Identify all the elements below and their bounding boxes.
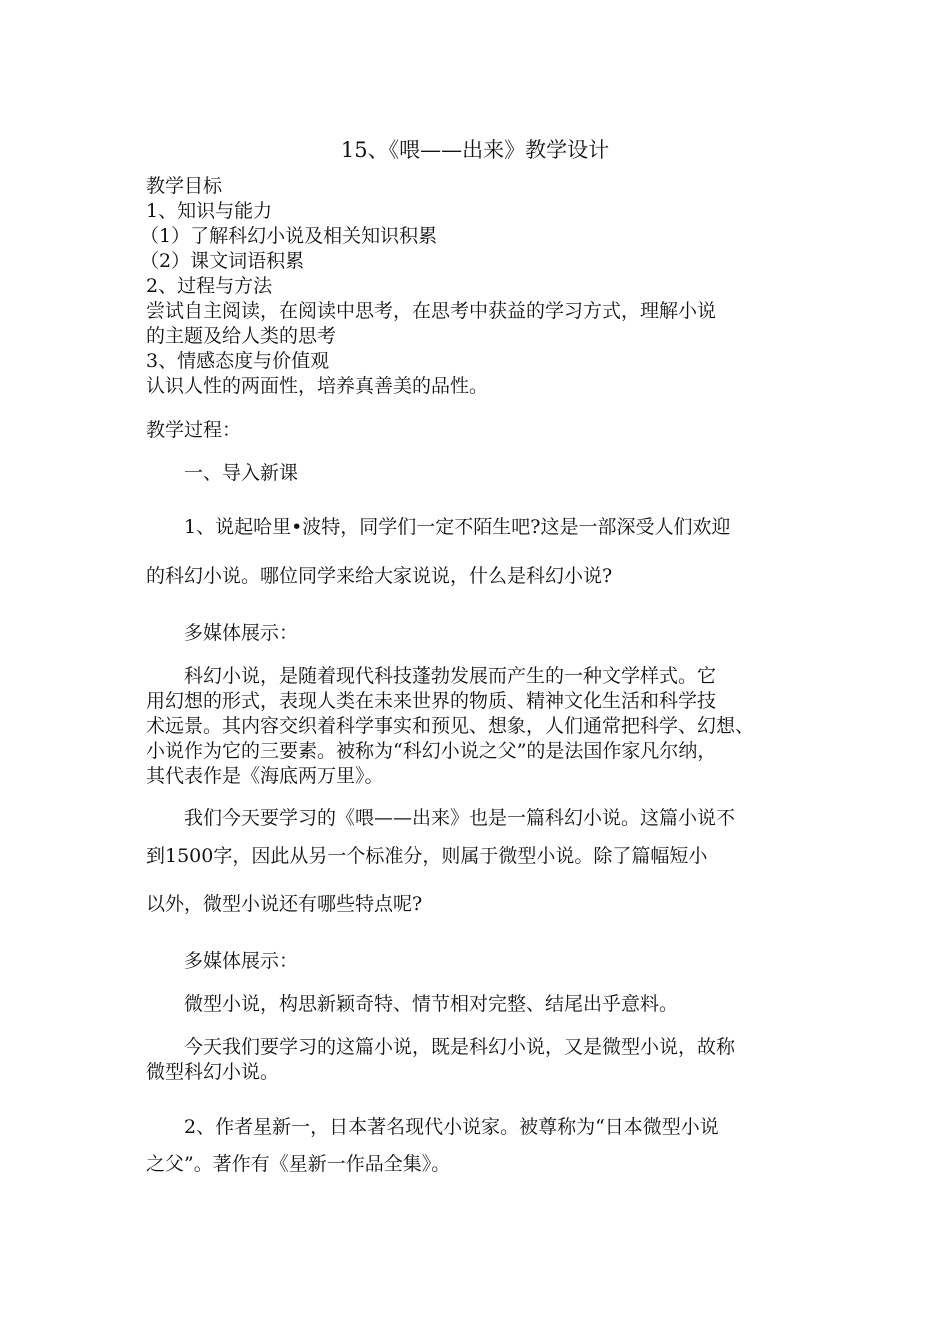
definition-line-3: 术远景。其内容交织着科学事实和预见、想象，人们通常把科学、幻想、 bbox=[146, 715, 755, 737]
process-method-text-line-2: 的主题及给人类的思考 bbox=[146, 325, 337, 347]
paragraph-4-line-2: 之父”。著作有《星新一作品全集》。 bbox=[146, 1153, 451, 1175]
teaching-process-heading: 教学过程： bbox=[146, 419, 242, 441]
emotion-values-heading: 3、情感态度与价值观 bbox=[146, 350, 330, 372]
document-title: 15、《喂——出来》教学设计 bbox=[340, 138, 610, 162]
paragraph-4-line-1: 2、作者星新一，日本著名现代小说家。被尊称为“日本微型小说 bbox=[184, 1116, 719, 1138]
micro-fiction-definition: 微型小说，构思新颖奇特、情节相对完整、结尾出乎意料。 bbox=[184, 993, 679, 1015]
definition-line-5: 其代表作是《海底两万里》。 bbox=[146, 765, 384, 787]
paragraph-2-line-3: 以外，微型小说还有哪些特点呢? bbox=[146, 893, 423, 915]
media-label-1: 多媒体展示： bbox=[184, 622, 299, 644]
definition-line-4: 小说作为它的三要素。被称为“科幻小说之父”的是法国作家凡尔纳， bbox=[146, 740, 717, 762]
knowledge-item-2: （2）课文词语积累 bbox=[140, 250, 305, 272]
emotion-values-text: 认识人性的两面性，培养真善美的品性。 bbox=[146, 375, 489, 397]
process-method-heading: 2、过程与方法 bbox=[146, 275, 273, 297]
definition-line-2: 用幻想的形式，表现人类在未来世界的物质、精神文化生活和科学技 bbox=[146, 690, 717, 712]
paragraph-2-line-2: 到1500字，因此从另一个标准分，则属于微型小说。除了篇幅短小 bbox=[146, 845, 708, 867]
objectives-heading: 教学目标 bbox=[146, 175, 223, 197]
definition-line-1: 科幻小说，是随着现代科技蓬勃发展而产生的一种文学样式。它 bbox=[184, 665, 717, 687]
paragraph-2-line-1: 我们今天要学习的《喂——出来》也是一篇科幻小说。这篇小说不 bbox=[184, 807, 736, 829]
paragraph-1-line-1: 1、说起哈里•波特，同学们一定不陌生吧?这是一部深受人们欢迎 bbox=[184, 516, 731, 538]
knowledge-item-1: （1）了解科幻小说及相关知识积累 bbox=[140, 225, 438, 247]
paragraph-3-line-2: 微型科幻小说。 bbox=[146, 1061, 280, 1083]
process-method-text-line-1: 尝试自主阅读，在阅读中思考，在思考中获益的学习方式，理解小说 bbox=[146, 300, 717, 322]
paragraph-3-line-1: 今天我们要学习的这篇小说，既是科幻小说，又是微型小说，故称 bbox=[184, 1036, 736, 1058]
paragraph-1-line-2: 的科幻小说。哪位同学来给大家说说，什么是科幻小说? bbox=[146, 565, 613, 587]
knowledge-ability-heading: 1、知识与能力 bbox=[146, 200, 273, 222]
media-label-2: 多媒体展示： bbox=[184, 950, 299, 972]
section-1-heading: 一、导入新课 bbox=[184, 462, 299, 484]
